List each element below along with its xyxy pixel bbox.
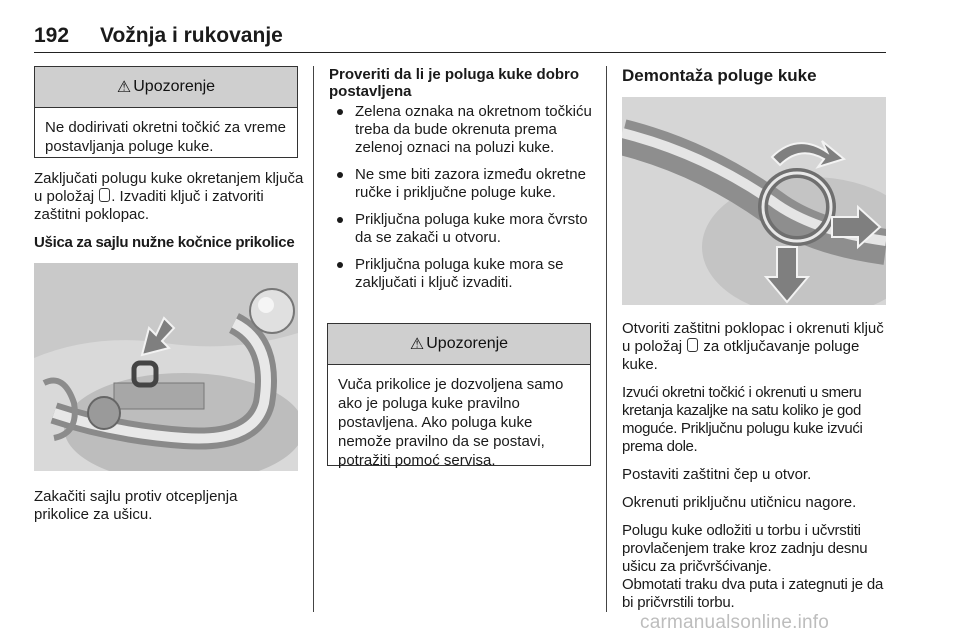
removal-step-3: Postaviti zaštitni čep u otvor. — [622, 466, 812, 483]
unlock-key-icon — [687, 338, 698, 352]
lock-instruction — [34, 170, 304, 224]
eyelet-caption: Zakačiti sajlu protiv otcepljenja prikolice za ušicu. — [34, 488, 238, 523]
lock-key-icon — [99, 188, 110, 202]
list-item: Zelena oznaka na okretnom točkiću treba da bude okrenuta prema zelenoj oznaci na poluzi kuke. — [329, 103, 592, 157]
removal-step-4: Okrenuti priključnu utičnicu nagore. — [622, 494, 857, 511]
list-item: Priključna poluga kuke mora se zaključati i ključ izvaditi. — [329, 256, 592, 292]
page-number: 192 — [34, 24, 70, 47]
left-text-block — [34, 170, 304, 262]
lock-instruction-part2: . Izvaditi ključ i zatvoriti zaštitni poklopac. — [34, 188, 264, 223]
warning-title: Upozorenje — [133, 78, 216, 95]
warning-header — [328, 324, 590, 365]
warning-header — [35, 67, 297, 108]
check-list — [329, 103, 592, 301]
check-subheading: Proveriti da li je poluga kuke dobro postavljena — [329, 66, 580, 100]
warning-title: Upozorenje — [426, 335, 509, 352]
eyelet-illustration — [34, 263, 298, 471]
warning-triangle-icon: ⚠ — [116, 79, 132, 96]
removal-text-block — [622, 320, 888, 622]
column-divider-1 — [313, 66, 314, 612]
warning-text: Vuča prikolice je dozvoljena samo ako je poluga kuke pravilno postavljena. Ako poluga kuke nemože pravilno da se postavi, potražiti pomoć servisa. — [338, 376, 564, 469]
list-item: Priključna poluga kuke mora čvrsto da se zakači u otvoru. — [329, 211, 592, 247]
lock-instruction-part1: Zaključati polugu kuke okretanjem ključa u položaj — [34, 170, 304, 205]
eyelet-subheading: Ušica za sajlu nužne kočnice prikolice — [34, 234, 295, 251]
unlock-instruction-part2: za otključavanje poluge kuke. — [622, 338, 860, 373]
warning-box-1 — [34, 66, 298, 158]
removal-step-6: Obmotati traku dva puta i zategnuti je da bi pričvrstili torbu. — [622, 576, 884, 611]
column-divider-2 — [606, 66, 607, 612]
page-title: Vožnja i rukovanje — [100, 24, 283, 47]
warning-text: Ne dodirivati okretni točkić za vreme postavljanja poluge kuke. — [45, 119, 286, 155]
removal-step-2: Izvući okretni točkić i okrenuti u smeru kretanja kazaljke na satu koliko je god moguće. Priključnu polugu kuke izvući prema dole. — [622, 384, 863, 455]
unlock-instruction-part1: Otvoriti zaštitni poklopac i okrenuti ključ u položaj — [622, 320, 884, 355]
page-header — [34, 22, 886, 53]
watermark: carmanualsonline.info — [640, 612, 830, 633]
removal-illustration — [622, 97, 886, 305]
unlock-instruction — [622, 320, 888, 374]
removal-heading: Demontaža poluge kuke — [622, 66, 817, 85]
warning-triangle-icon: ⚠ — [409, 336, 425, 353]
list-item: Ne sme biti zazora između okretne ručke i priključne poluge kuke. — [329, 166, 592, 202]
warning-box-2 — [327, 323, 591, 469]
removal-step-5: Polugu kuke odložiti u torbu i učvrstiti provlačenjem trake kroz zadnju desnu ušicu za pričvršćivanje. — [622, 522, 868, 575]
